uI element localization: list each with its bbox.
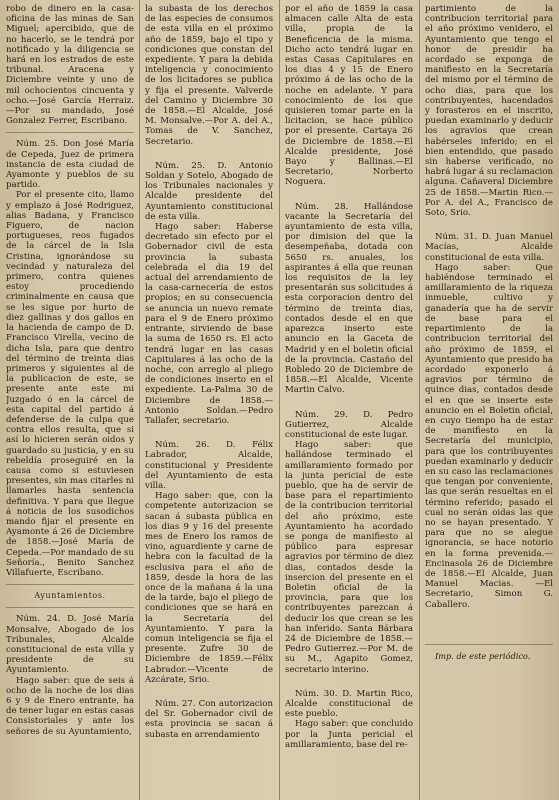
column-rule: [279, 0, 280, 800]
notice-27-heading: Núm. 27. Con autorizacion del Sr. Gobernador civil de esta provincia se sacan á subasta en arrendamiento: [145, 699, 273, 740]
notice-30-body: Hago saber: que concluido por la Junta pericial el amillaramiento, base del re-: [285, 719, 413, 750]
column-1: [6, 4, 134, 800]
notice-28: Núm. 28. Hallándose vacante la Secretaría del ayuntamiento de esta villa, por dimision del que la desempeñaba, dotada con 5650 rs. anuales, los aspirantes á ella que reunan los requisitos de la ley presentarán sus solicitudes á esta corporacion dentro del término de treinta dias, contados desde el en que aparezca inserto este anuncio en la Gaceta de Madrid y en el boletin oficial de la provincia. Castaño del Robledo 20 de Diciembre de 1858.—El Alcalde, Vicente Martin Calvo.: [285, 201, 413, 396]
divider: [6, 607, 134, 608]
notice-29-body: Hago saber: que hallándose terminado el amillaramiento formado por la junta pericial de este pueblo, que ha de servir de base para el repartimiento de la contribucion territorial del año próximo, este Ayuntamiento ha acordado se ponga de manifiesto al público para espresar agravios por término de diez dias, contados desde la insercion del presente en el Boletin oficial de la provincia, para que los contribuyentes parezcan á deducir los que crean se les han inferido. Santa Bárbara 24 de Diciembre de 1858.—Pedro Gutierrez.—Por M. de su M., Agapito Gomez, secretario interino.: [285, 440, 413, 675]
notice-26-heading: Núm. 26. D. Félix Labrador, Alcalde, constitucional y Presidente del Ayuntamiento de esta villa.: [145, 440, 273, 491]
notice-continuation: partimiento de la contribucion territorial para el año próximo venidero, el Ayuntamiento que tengo el honor de presidir ha acordado se exponga de manifiesto en la Secretaría del mismo por el término de ocho dias, para que los contribuyentes, hacendados y forasteros en el inscrito, puedan examinarlo y deducir los agravios que crean habérseles inferido; en el bien entendido, que pasado sin haberse verificado, no habrá lugar á su reclamacion alguna. Cañaveral Diciembre 25 de 1858.—Martin Rico.—Por A. del A., Francisco de Soto, Srio.: [425, 4, 553, 219]
notice-30-heading: Núm. 30. D. Martin Rico, Alcalde constitucional de este pueblo.: [285, 688, 413, 720]
notice-29-heading: Núm. 29. D. Pedro Gutierrez, Alcalde constitucional de este lugar.: [285, 409, 413, 440]
printer-imprint: Imp. de este periódico.: [435, 650, 531, 661]
notice-26-body: Hago saber: que, con la competente autorizacion se sacan á subasta pública en los dias 9 y 16 del presente mes de Enero los ramos de vino, aguardiente y carne de hebra con la facultad de la esclusiva para el año de 1859, desde la hora de las once de la mañana á la una de la tarde, bajo el pliego de condiciones que se hará en la Secretaría del Ayuntamiento. Y para la comun inteligencia se fija el presente. Zufre 30 de Diciembre de 1859.—Félix Labrador.—Vicente de Azcárate, Srio.: [145, 491, 273, 685]
notice-31-body: Hago saber: Que habiéndose terminado el amillaramiento de la riqueza inmueble, cultivo y ganadería que ha de servir de base para el repartimiento de la contribucion territorial del año próximo de 1859, el Ayuntamiento que presido ha acordado exponerlo á agravios por término de quince dias, contados desde el en que se inserte este anuncio en el Boletin oficial, en cuyo tiempo ha de estar de manifiesto en la Secretaría del municipio, para que los contribuyentes puedan examinarlo y deducir en su caso las reclamaciones que tengan por conveniente, las que serán resueltas en el término referido; pasado el cual no serán oidas las que no se hayan presentado. Y para que no se alegue ignorancia, se hace notorio en la forma prevenida.—Encinasola 26 de Diciembre de 1858.—El Alcalde, Juan Manuel Macias. —El Secretario, Simon G. Caballero.: [425, 262, 553, 610]
section-title: Ayuntamientos.: [34, 591, 106, 601]
column-rule: [139, 0, 140, 800]
divider: [425, 644, 553, 645]
column-3: [285, 4, 413, 800]
notice-24-body: Hago saber: que de seis á ocho de la noche de los dias 6 y 9 de Enero entrante, ha de tener lugar en estas casas Consistoriales y ante los señores de su Ayuntamiento,: [6, 675, 134, 737]
divider: [6, 584, 134, 585]
column-rule: [419, 0, 420, 800]
notice-31-heading: Núm. 31. D. Juan Manuel Macías, Alcalde constitucional de esta villa.: [425, 232, 553, 263]
column-4: [425, 4, 553, 800]
notice-25-heading: Núm. 25. Don José María de Cepeda, Juez de primera instancia de esta ciudad de Ayamonte y pueblos de su partido.: [6, 139, 134, 191]
notice-continuation: por el año de 1859 la casa almacen calle Alta de esta villa, propia de la Beneficencia de la misma. Dicho acto tendrá lugar en estas Casas Capitulares en los dias 4 y 15 de Enero próximo á de las ocho de la noche en adelante. Y para conocimiento de los que quisieren tomar parte en la licitacion, se hace público por el presente. Cartaya 26 de Diciembre de 1858.—El Alcalde presidente, José Bayo y Ballinas.—El Secretario, Norberto Noguera.: [285, 4, 413, 188]
notice-25b-heading: Núm. 25. D. Antonio Soldan y Sotelo, Abogado de los Tribunales nacionales y Alcalde presidente del Ayuntamiento constitucional de esta villa.: [145, 160, 273, 222]
notice-continuation: robo de dinero en la casa-oficina de las minas de San Miguel; apercibido, que de no hacerlo, se le tendrá por notificado y la diligencia se hará en los estrados de este tribunal. Aracena y Diciembre veinte y uno de mil ochocientos cincuenta y ocho.—José García Herraiz.—Por su mandado, José Gonzalez Ferrer, Escribano.: [6, 4, 134, 127]
notice-25b-body: Hago saber: Haberse decretado sin efecto por el Gobernador civil de esta provincia la subasta celebrada el dia 19 del actual del arrendamiento de la casa-carnecería de estos propios; en su consecuencia se anuncia un nuevo remate para el 9 de Enero próximo entrante, sirviendo de base la suma de 1650 rs. El acto tendrá lugar en las casas Capitulares á las ocho de la noche, con arreglo al pliego de condiciones inserto en el expediente. La-Palma 30 de Diciembre de 1858.—Antonio Soldan.—Pedro Tallafer, secretario.: [145, 222, 273, 426]
divider: [6, 132, 134, 133]
notice-24-heading: Núm. 24. D. José María Monsalve, Abogado de los Tribunales, Alcalde constitucional de esta villa y presidente de su Ayuntamiento.: [6, 614, 134, 676]
notice-25-body: Por el presente cito, llamo y emplazo á José Rodriguez, alias Badana, y Francisco Figuero, de nacion portugueses, reos fugados de la cárcel de la Isla Cristina, ignorándose su vecindad y naturaleza del primero, contra quienes estoy procediendo criminalmente en causa que se les sigue por hurto de diez gallinas y dos gallos en la hacienda de campo de D. Francisco Virella, vecino de dicha Isla, para que dentro del término de treinta dias primeros y siguientes al de la publicacion de este, se presente ante este mi Juzgado ó en la cárcel de esta capital del partido á defenderse de la culpa que contra ellos resulta, que si así lo hicieren serán oidos y guardado su justicia, y en su rebeldía proseguiré en la causa como si estuviesen presentes, sin mas citarles ni llamarles hasta sentencia definitiva. Y para que llegue á noticia de los susodichos mando fijar el presente en Ayamonte á 26 de Diciembre de 1858.—José María de Cepeda.—Por mandado de su Señoría., Benito Sanchez Villafuerte, Escribano.: [6, 190, 134, 578]
column-2: [145, 4, 273, 800]
notice-continuation: la subasta de los derechos de las especies de consumos de esta villa en el próximo año de 1859, bajo el tipo y condiciones que constan del expediente. Y para la debida inteligencia y conocimiento de los licitadores se publica y fija el presente. Valverde del Camino y Diciembre 30 de 1858.—El Alcalde, José M. Monsalve.—Por A. del A., Tomas de V. Sanchez, Secretario.: [145, 4, 273, 147]
